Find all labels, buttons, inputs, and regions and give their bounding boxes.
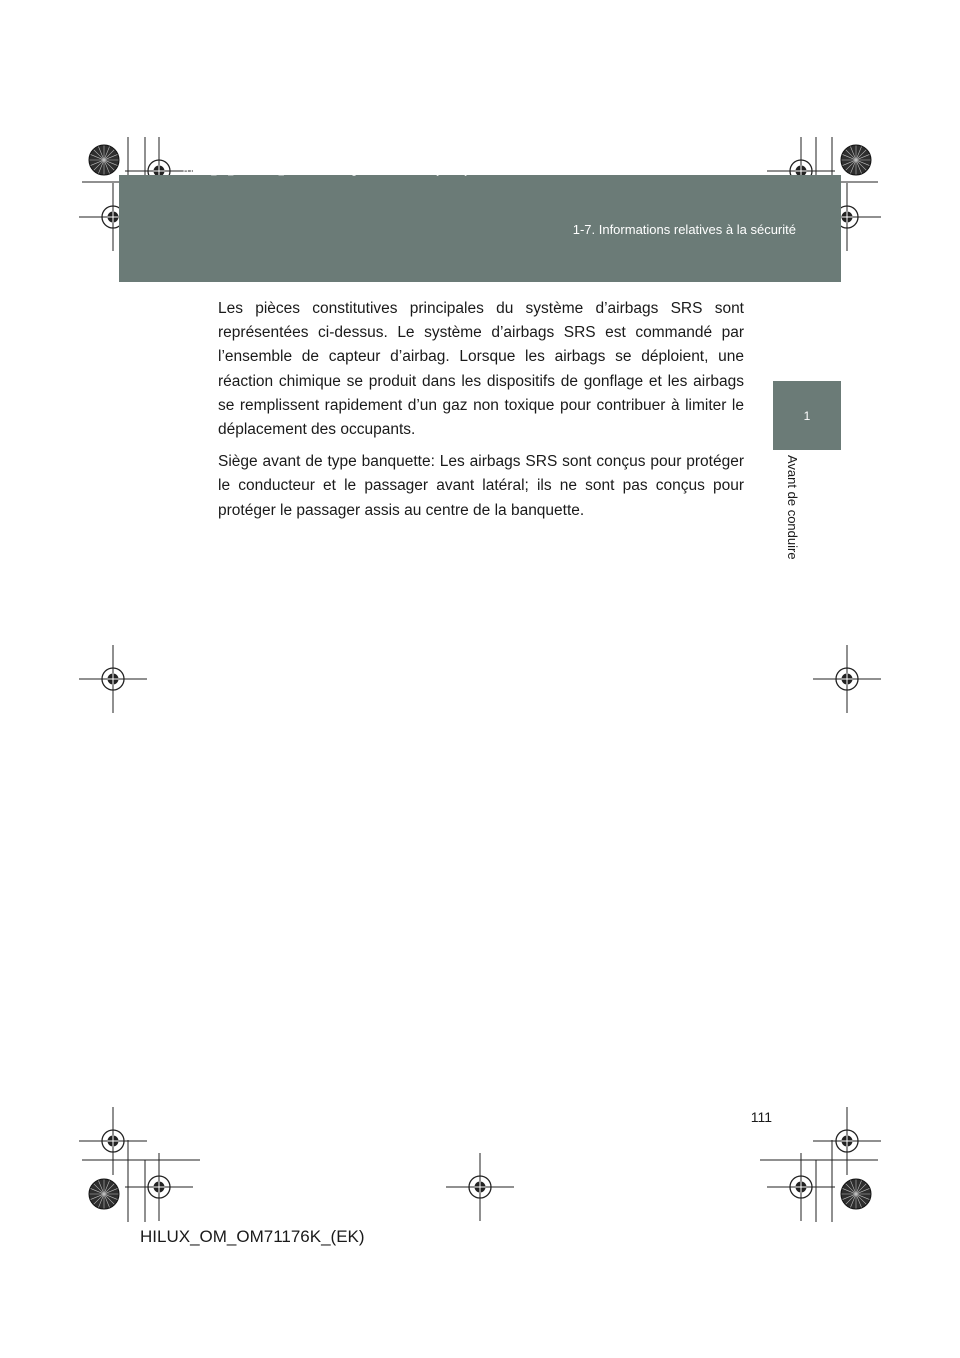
starburst-mark-bottom-right [841,1179,871,1209]
crosshair-mark-middle-right [813,645,881,713]
crosshair-mark-middle-left [79,645,147,713]
section-title: 1-7. Informations relatives à la sécurité [572,222,796,237]
page-number: 111 [750,1109,772,1125]
starburst-mark-top-right [841,145,871,175]
crosshair-mark-bottom-right [767,1153,835,1221]
book-stamp: HILUX_OM_OM71176K_(EK).book Page 111 Wednesday, May 16, 2012 2:32 PM [183,167,566,177]
crosshair-mark-bottom-right-inner [813,1107,881,1175]
chapter-tab [773,381,841,450]
chapter-label: Avant de conduire [785,455,800,560]
starburst-mark-bottom-left [89,1179,119,1209]
paragraph: Les pièces constitutives principales du système d’airbags SRS sont représentées ci-dessus. Le système d’airbags SRS est commandé par l’ensemble de capteur d’airbag. Lorsque les airbags se déploient, une réaction chimique se produit dans les dispositifs de gonflage et les airbags se remplissent rapidement d’un gaz non toxique pour contribuer à limiter le déplacement des occupants. [218,300,744,439]
body-text [218,297,744,531]
chapter-label-vertical [786,455,802,585]
paragraph: Siège avant de type banquette: Les airbags SRS sont conçus pour protéger le conducteur et le passager avant latéral; ils ne sont pas conçus pour protéger le passager assis au centre de la banquette. [218,453,744,519]
crosshair-mark-bottom-left [125,1153,193,1221]
starburst-mark-top-left [89,145,119,175]
document-code: HILUX_OM_OM71176K_(EK) [140,1227,365,1246]
chapter-number: 1 [803,409,811,423]
crosshair-mark-bottom-center [446,1153,514,1221]
crosshair-mark-bottom-left-inner [79,1107,147,1175]
